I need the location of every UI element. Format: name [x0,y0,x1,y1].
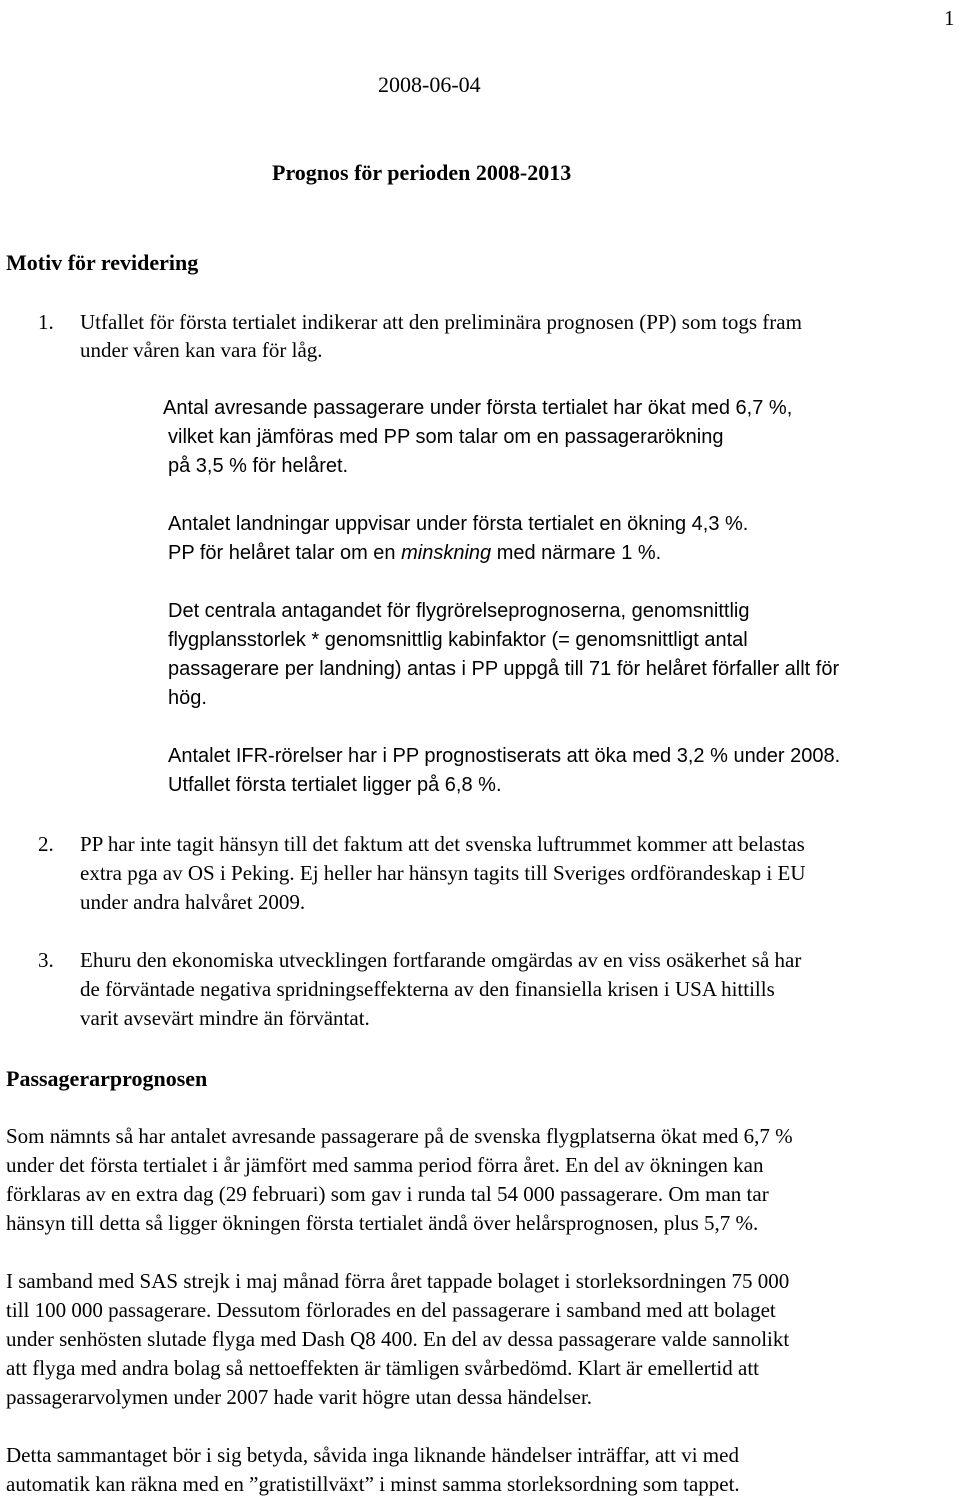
item3-line: Ehuru den ekonomiska utvecklingen fortfarande omgärdas av en viss osäkerhet så har [80,948,802,972]
document-date: 2008-06-04 [378,72,481,97]
paragraph-line: till 100 000 passagerare. Dessutom förlorades en del passagerare i samband med att bolaget [6,1298,776,1322]
item2-line: PP har inte tagit hänsyn till det faktum att det svenska luftrummet kommer att belastas [80,832,805,856]
sub-paragraph-line: Antalet IFR-rörelser har i PP prognostiserats att öka med 3,2 % under 2008. [168,745,841,767]
list-number-2: 2. [38,832,54,856]
sub-paragraph-line: Utfallet första tertialet ligger på 6,8 %. [168,774,502,796]
item1-line: Utfallet för första tertialet indikerar att den preliminära prognosen (PP) som togs fram [80,310,802,334]
sub-paragraph-line: Antal avresande passagerare under första tertialet har ökat med 6,7 %, [163,397,793,419]
list-number-1: 1. [38,310,54,334]
item2-line: extra pga av OS i Peking. Ej heller har hänsyn tagits till Sveriges ordförandeskap i EU [80,861,806,885]
sub-paragraph-line: Det centrala antagandet för flygrörelseprognoserna, genomsnittlig [168,600,750,622]
list-number-3: 3. [38,948,54,972]
pp-forecast-line [168,542,661,565]
item3-line: de förväntade negativa spridningseffekterna av den finansiella krisen i USA hittills [80,977,775,1001]
item1-line: under våren kan vara för låg. [80,338,323,362]
document-title: Prognos för perioden 2008-2013 [272,160,572,185]
paragraph-line: hänsyn till detta så ligger ökningen första tertialet ändå över helårsprognosen, plus 5,7 %. [6,1211,759,1235]
pp-line-before: PP för helåret talar om en [168,542,402,564]
item2-line: under andra halvåret 2009. [80,890,306,914]
sub-paragraph-line: Antalet landningar uppvisar under första tertialet en ökning 4,3 %. [168,513,749,535]
sub-paragraph-line: passagerare per landning) antas i PP uppgå till 71 för helåret förfaller allt för [168,658,840,680]
sub-paragraph-line: på 3,5 % för helåret. [168,455,349,477]
paragraph-line: Som nämnts så har antalet avresande passagerare på de svenska flygplatserna ökat med 6,7 % [6,1124,793,1148]
paragraph-line: under det första tertialet i år jämfört med samma period förra året. En del av ökningen kan [6,1153,764,1177]
paragraph-line: att flyga med andra bolag så nettoeffekten är tämligen svårbedömd. Klart är emellertid att [6,1356,759,1380]
sub-paragraph-line: flygplansstorlek * genomsnittlig kabinfaktor (= genomsnittligt antal [168,629,748,651]
item3-line: varit avsevärt mindre än förväntat. [80,1006,370,1030]
pp-line-after: med närmare 1 %. [491,542,662,564]
paragraph-line: Detta sammantaget bör i sig betyda, såvida inga liknande händelser inträffar, att vi med [6,1443,739,1467]
section-heading-passagerarprognosen: Passagerarprognosen [6,1066,208,1091]
sub-paragraph-line: vilket kan jämföras med PP som talar om en passagerarökning [168,426,724,448]
paragraph-line: I samband med SAS strejk i maj månad förra året tappade bolaget i storleksordningen 75 000 [6,1269,790,1293]
paragraph-line: under senhösten slutade flyga med Dash Q8 400. En del av dessa passagerare valde sannolikt [6,1327,790,1351]
section-heading-motiv: Motiv för revidering [6,250,199,275]
pp-line-emphasis: minskning [401,542,492,564]
paragraph-line: passagerarvolymen under 2007 hade varit högre utan dessa händelser. [6,1385,593,1409]
paragraph-line: automatik kan räkna med en ”gratistillväxt” i minst samma storleksordning som tappet. [6,1472,740,1496]
sub-paragraph-line: hög. [168,687,207,709]
paragraph-line: förklaras av en extra dag (29 februari) som gav i runda tal 54 000 passagerare. Om man tar [6,1182,769,1206]
page-number: 1 [944,6,955,30]
